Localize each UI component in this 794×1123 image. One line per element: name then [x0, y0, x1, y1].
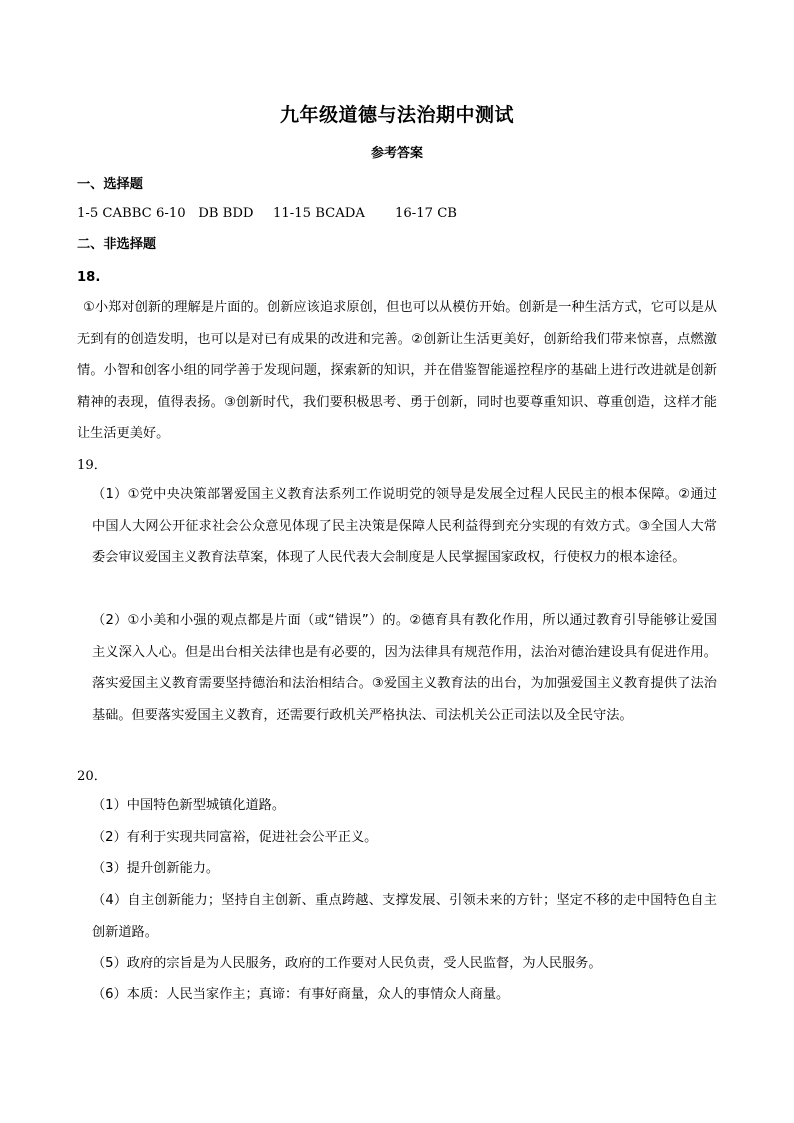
question-20-part-1: （1）中国特色新型城镇化道路。 [92, 798, 286, 813]
question-20-part-4: （4）自主创新能力；坚持自主创新、重点跨越、支撑发展、引领未来的方针；坚定不移的走中国特色自主创新道路。 [92, 893, 717, 940]
question-20-part-6: （6）本质：人民当家作主；真谛：有事好商量，众人的事情众人商量。 [92, 987, 510, 1002]
question-19-number: 19． [77, 458, 107, 473]
question-20-part-3: （3）提升创新能力。 [92, 861, 220, 876]
question-20-part-5: （5）政府的宗旨是为人民服务，政府的工作要对人民负责，受人民监督，为人民服务。 [92, 956, 602, 971]
answer-group-1-5: 1-5 CABBC [77, 206, 152, 221]
answer-group-16-17: 16-17 CB [395, 206, 457, 221]
question-18-answer: ①小郑对创新的理解是片面的。创新应该追求原创，但也可以从模仿开始。创新是一种生活方式，它可以是从无到有的创造发明，也可以是对已有成果的改进和完善。②创新让生活更美好，创新给我们带来惊喜，点燃激情。小智和创客小组的同学善于发现问题，探索新的知识，并在借鉴智能遥控程序的基础上进行改进就是创新精神的表现，值得表扬。③创新时代，我们要积极思考、勇于创新，同时也要尊重知识、尊重创造，这样才能让生活更美好。 [77, 300, 717, 441]
answer-group-6-10: 6-10 DB BDD [156, 206, 254, 221]
question-18-number: 18. [77, 270, 101, 285]
answer-group-11-15: 11-15 BCADA [273, 206, 365, 221]
document-title: 九年级道德与法治期中测试 [279, 104, 514, 126]
document-subtitle: 参考答案 [370, 146, 423, 161]
multiple-choice-answers [77, 204, 457, 224]
section-heading-multiple-choice: 一、选择题 [77, 177, 143, 192]
question-20-number: 20． [77, 769, 107, 784]
question-19-part-1: （1）①党中央决策部署爱国主义教育法系列工作说明党的领导是发展全过程人民民主的根本保障。②通过中国人大网公开征求社会公众意见体现了民主决策是保障人民利益得到充分实现的有效方式。③全国人大常委会审议爱国主义教育法草案，体现了人民代表大会制度是人民掌握国家政权，行使权力的根本途径。 [92, 487, 717, 565]
question-20-part-2: （2）有利于实现共同富裕，促进社会公平正义。 [92, 830, 378, 845]
section-heading-non-choice: 二、非选择题 [77, 237, 157, 252]
question-19-part-2: （2）①小美和小强的观点都是片面（或“错误”）的。②德育具有教化作用，所以通过教育引导能够让爱国主义深入人心。但是出台相关法律也是有必要的，因为法律具有规范作用，法治对德治建设具有促进作用。落实爱国主义教育需要坚持德治和法治相结合。③爱国主义教育法的出台，为加强爱国主义教育提供了法治基础。但要落实爱国主义教育，还需要行政机关严格执法、司法机关公正司法以及全民守法。 [92, 613, 717, 723]
